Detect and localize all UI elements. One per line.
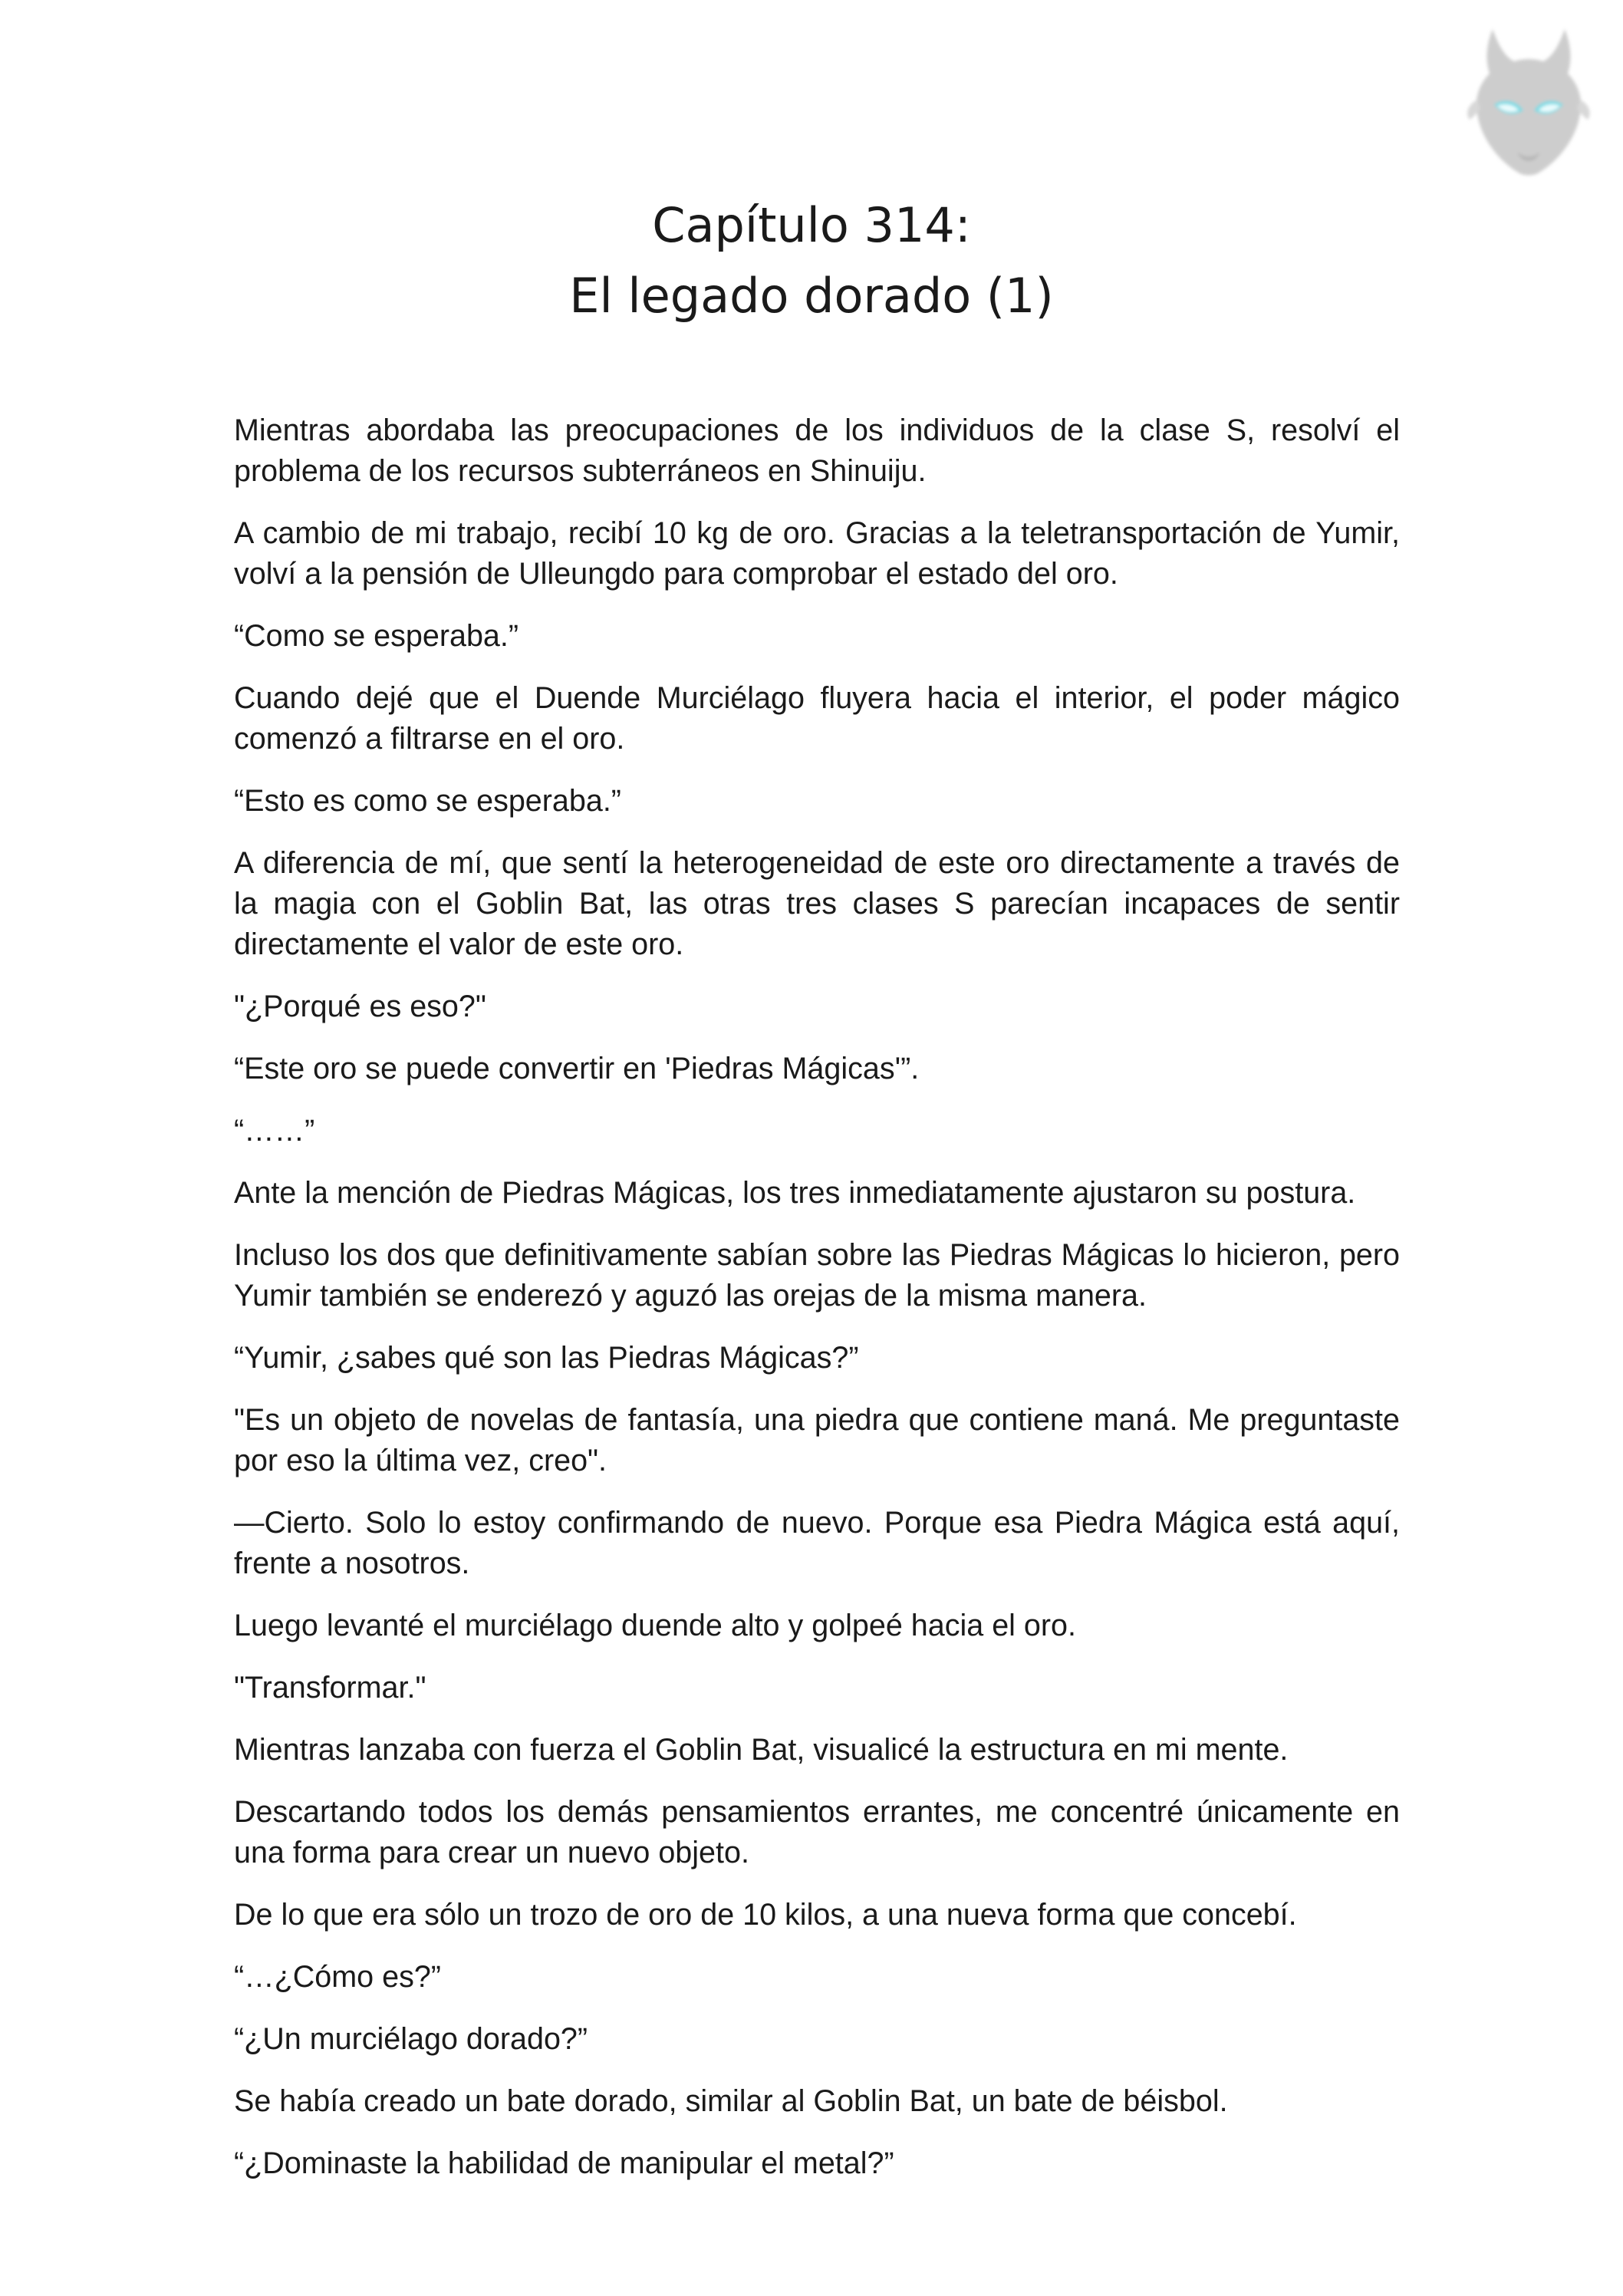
paragraph: “Este oro se puede convertir en 'Piedras Mágicas'”. bbox=[234, 1052, 920, 1085]
paragraph: “……” bbox=[234, 1114, 315, 1148]
demon-head-logo-icon bbox=[1463, 14, 1594, 190]
paragraph: Descartando todos los demás pensamientos errantes, me concentré únicamente en una forma para crear un nuevo objeto. bbox=[234, 1795, 1400, 1869]
paragraph: Mientras abordaba las preocupaciones de los individuos de la clase S, resolví el problema de los recursos subterráneos en Shinuiju. bbox=[234, 413, 1400, 488]
paragraph: A cambio de mi trabajo, recibí 10 kg de oro. Gracias a la teletransportación de Yumir, volví a la pensión de Ulleungdo para comprobar el estado del oro. bbox=[234, 516, 1400, 591]
paragraph: Ante la mención de Piedras Mágicas, los tres inmediatamente ajustaron su postura. bbox=[234, 1176, 1356, 1210]
paragraph: “…¿Cómo es?” bbox=[234, 1960, 441, 1994]
chapter-title-line-2: El legado dorado (1) bbox=[569, 268, 1054, 324]
paragraph: “Esto es como se esperaba.” bbox=[234, 784, 621, 818]
paragraph: Cuando dejé que el Duende Murciélago fluyera hacia el interior, el poder mágico comenzó a filtrarse en el oro. bbox=[234, 681, 1400, 756]
paragraph: Se había creado un bate dorado, similar al Goblin Bat, un bate de béisbol. bbox=[234, 2084, 1228, 2118]
paragraph: “Como se esperaba.” bbox=[234, 619, 519, 653]
paragraph: Mientras lanzaba con fuerza el Goblin Bat, visualicé la estructura en mi mente. bbox=[234, 1733, 1289, 1767]
paragraph: “Yumir, ¿sabes qué son las Piedras Mágicas?” bbox=[234, 1341, 859, 1375]
paragraph: "Transformar." bbox=[234, 1671, 426, 1705]
chapter-title-line-1: Capítulo 314: bbox=[652, 197, 971, 253]
paragraph: “¿Un murciélago dorado?” bbox=[234, 2022, 588, 2056]
chapter-body bbox=[234, 410, 1400, 2205]
paragraph: De lo que era sólo un trozo de oro de 10 kilos, a una nueva forma que concebí. bbox=[234, 1898, 1297, 1932]
paragraph: "¿Porqué es eso?" bbox=[234, 990, 486, 1023]
paragraph: Incluso los dos que definitivamente sabían sobre las Piedras Mágicas lo hicieron, pero Yumir también se enderezó y aguzó las orejas de la misma manera. bbox=[234, 1238, 1400, 1313]
chapter-title bbox=[0, 190, 1623, 331]
paragraph: "Es un objeto de novelas de fantasía, una piedra que contiene maná. Me preguntaste por eso la última vez, creo". bbox=[234, 1403, 1400, 1477]
paragraph: —Cierto. Solo lo estoy confirmando de nuevo. Porque esa Piedra Mágica está aquí, frente a nosotros. bbox=[234, 1506, 1400, 1580]
paragraph: “¿Dominaste la habilidad de manipular el metal?” bbox=[234, 2146, 894, 2180]
paragraph: A diferencia de mí, que sentí la heterogeneidad de este oro directamente a través de la magia con el Goblin Bat, las otras tres clases S parecían incapaces de sentir directamente el valor de este oro. bbox=[234, 846, 1400, 961]
paragraph: Luego levanté el murciélago duende alto y golpeé hacia el oro. bbox=[234, 1609, 1076, 1642]
